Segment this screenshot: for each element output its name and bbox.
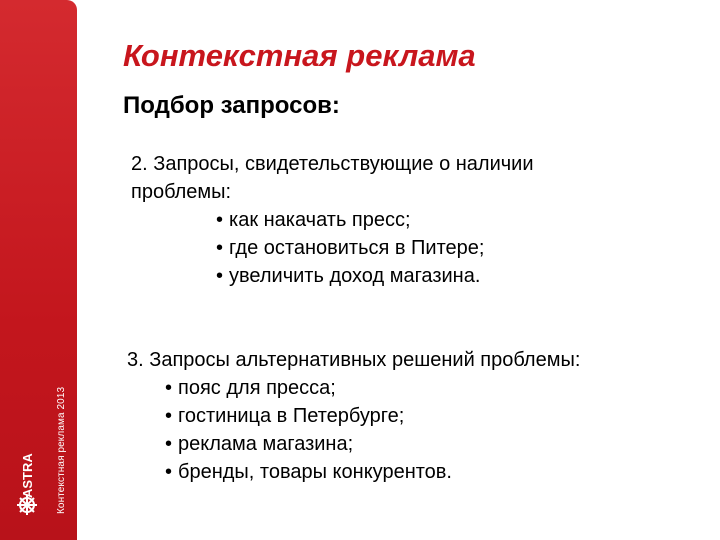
list-item: • бренды, товары конкурентов. xyxy=(165,458,697,486)
section-heading: 3. Запросы альтернативных решений проблемы: xyxy=(127,349,581,371)
sidebar-caption: Контекстная реклама 2013 xyxy=(56,386,67,514)
list-item: • где остановиться в Питере; xyxy=(216,234,671,262)
list-item: • увеличить доход магазина. xyxy=(216,262,671,290)
list-item: • пояс для пресса; xyxy=(165,374,697,402)
section-heading: 2. Запросы, свидетельствующие о наличии xyxy=(131,153,534,175)
list-item: • как накачать пресс; xyxy=(216,206,671,234)
list-item: • реклама магазина; xyxy=(165,430,697,458)
slide-subtitle: Подбор запросов: xyxy=(123,92,340,119)
section-heading-continued: проблемы: xyxy=(131,181,232,203)
list-item: • гостиница в Петербурге; xyxy=(165,402,697,430)
slide-title: Контекстная реклама xyxy=(123,38,476,73)
bullet-list xyxy=(127,374,697,486)
sidebar-band xyxy=(0,0,77,540)
section-alternative-queries xyxy=(127,346,697,486)
section-problem-queries xyxy=(131,150,671,290)
logo-wordmark: ASTRA xyxy=(20,453,35,498)
bullet-list xyxy=(131,206,671,290)
